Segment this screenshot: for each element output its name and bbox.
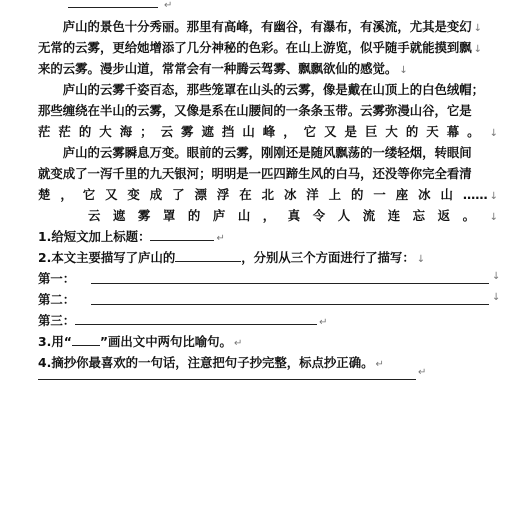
- answer-third-line[interactable]: [75, 312, 317, 325]
- passage-line: 云遮雾罩的庐山，真令人流连忘返。 ↓: [38, 208, 498, 223]
- question-2: 2.本文主要描写了庐山的 ，分别从三个方面进行了描写： ↓: [38, 250, 426, 265]
- question-4: 4.摘抄你最喜欢的一句话，注意把句子抄完整，标点抄正确。 ↵: [38, 355, 384, 370]
- top-answer-line: [68, 7, 158, 8]
- answer-copy-line[interactable]: [38, 379, 416, 380]
- passage-line: 茫茫的大海；云雾遮挡山峰，它又是巨大的天幕。 ↓: [38, 124, 498, 139]
- passage-line: 来的云雾。漫步山道，常常会有一种腾云驾雾、飘飘欲仙的感觉。 ↓: [38, 61, 408, 76]
- question-1: 1.给短文加上标题： ↵: [38, 229, 225, 244]
- tab-mark: ↓: [492, 292, 501, 303]
- answer-third: 第三： ↵: [38, 313, 328, 328]
- paragraph-mark: ↵: [418, 367, 427, 378]
- tab-mark: ↓: [492, 271, 501, 282]
- passage-line: 那些缠绕在半山的云雾，又像是系在山腰间的一条条玉带。云雾弥漫山谷，它是: [38, 103, 472, 118]
- passage-line: 庐山的云雾瞬息万变。眼前的云雾，刚刚还是随风飘荡的一缕轻烟，转眼间: [38, 145, 472, 160]
- topic-answer-blank[interactable]: [175, 249, 241, 262]
- question-3: 3.用“ ”画出文中两句比喻句。 ↵: [38, 334, 243, 349]
- answer-second-line[interactable]: [91, 304, 489, 305]
- answer-first-line[interactable]: [91, 283, 489, 284]
- passage-line: 庐山的云雾千姿百态，那些笼罩在山头的云雾，像是戴在山顶上的白色绒帽；: [38, 82, 485, 97]
- answer-second: 第二：: [38, 292, 76, 307]
- passage-line: 无常的云雾，更给她增添了几分神秘的色彩。在山上游览，似乎随手就能摸到飘 ↓: [38, 40, 483, 55]
- passage-line: 庐山的景色十分秀丽。那里有高峰，有幽谷，有瀑布，有溪流，尤其是变幻 ↓: [38, 19, 483, 34]
- paragraph-mark: ↵: [164, 0, 173, 11]
- title-answer-blank[interactable]: [150, 228, 214, 241]
- answer-first: 第一：: [38, 271, 76, 286]
- passage-line: 就变成了一泻千里的九天银河；明明是一匹四蹄生风的白马，还没等你完全看清: [38, 166, 472, 181]
- passage-line: 楚，它又变成了漂浮在北冰洋上的一座冰山…… ↓: [38, 187, 498, 202]
- underline-sample-blank: [72, 333, 100, 346]
